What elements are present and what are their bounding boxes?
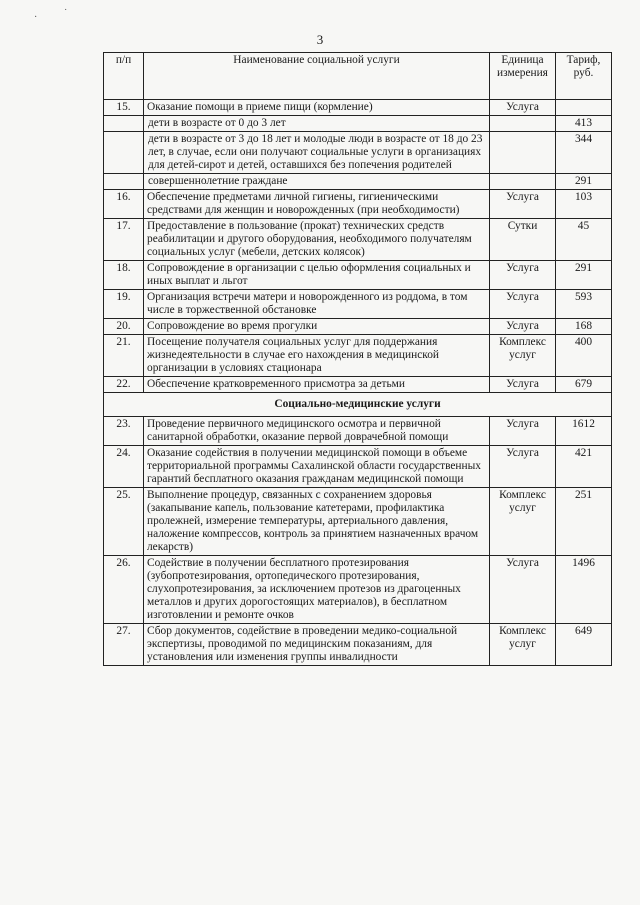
header-tariff: Тариф, руб. (556, 53, 612, 100)
service-name: совершеннолетние граждане (144, 174, 490, 190)
service-name: Обеспечение предметами личной гигиены, гигиеническими средствами для женщин и новорожденных (при необходимости) (144, 190, 490, 219)
table-row (104, 446, 612, 488)
service-name: Оказание помощи в приеме пищи (кормление) (144, 100, 490, 116)
row-number (104, 174, 144, 190)
table-row (104, 624, 612, 666)
unit-of-measure: Комплекс услуг (490, 488, 556, 556)
row-number: 25. (104, 488, 144, 556)
tariff-value: 291 (556, 174, 612, 190)
row-number (104, 116, 144, 132)
tariff-value: 1612 (556, 417, 612, 446)
table-row (104, 335, 612, 377)
row-number: 17. (104, 219, 144, 261)
unit-of-measure (490, 132, 556, 174)
scan-speck: · (34, 12, 38, 23)
table-row (104, 556, 612, 624)
table-header-row (104, 53, 612, 100)
row-number: 16. (104, 190, 144, 219)
row-number: 19. (104, 290, 144, 319)
unit-of-measure: Комплекс услуг (490, 335, 556, 377)
header-unit: Единица измерения (490, 53, 556, 100)
row-number: 20. (104, 319, 144, 335)
table-row (104, 100, 612, 116)
row-number: 23. (104, 417, 144, 446)
service-name: Проведение первичного медицинского осмотра и первичной санитарной обработки, оказание первой доврачебной помощи (144, 417, 490, 446)
page-number: 3 (316, 32, 324, 47)
row-number: 21. (104, 335, 144, 377)
tariff-value: 291 (556, 261, 612, 290)
section-row (104, 393, 612, 417)
service-name: дети в возрасте от 3 до 18 лет и молодые люди в возрасте от 18 до 23 лет, в случае, если они получают социальные услуги в организациях для детей-сирот и детей, оставшихся без попечения родителей (144, 132, 490, 174)
table-row (104, 417, 612, 446)
scan-speck: ˙ (64, 8, 68, 19)
tariff-value: 45 (556, 219, 612, 261)
table-row (104, 290, 612, 319)
service-name: Обеспечение кратковременного присмотра за детьми (144, 377, 490, 393)
unit-of-measure: Услуга (490, 556, 556, 624)
unit-of-measure: Услуга (490, 190, 556, 219)
social-services-tariff-table (103, 52, 612, 666)
service-name: Сбор документов, содействие в проведении медико-социальной экспертизы, проводимой по медицинским показаниям, для установления или изменения группы инвалидности (144, 624, 490, 666)
row-number: 22. (104, 377, 144, 393)
table-row (104, 132, 612, 174)
service-name: Сопровождение во время прогулки (144, 319, 490, 335)
table-row (104, 488, 612, 556)
tariff-value: 1496 (556, 556, 612, 624)
row-number: 18. (104, 261, 144, 290)
tariff-value (556, 100, 612, 116)
row-number: 24. (104, 446, 144, 488)
tariff-value: 251 (556, 488, 612, 556)
table-row (104, 174, 612, 190)
tariff-value: 400 (556, 335, 612, 377)
service-name: Посещение получателя социальных услуг для поддержания жизнедеятельности в случае его нахождения в медицинской организации в условиях стационара (144, 335, 490, 377)
section-title: Социально-медицинские услуги (104, 393, 612, 417)
header-num: п/п (104, 53, 144, 100)
service-name: Предоставление в пользование (прокат) технических средств реабилитации и другого оборудования, необходимого получателям социальных услуг (мебели, детских колясок) (144, 219, 490, 261)
table-row (104, 190, 612, 219)
tariff-value: 593 (556, 290, 612, 319)
unit-of-measure: Сутки (490, 219, 556, 261)
tariff-value: 421 (556, 446, 612, 488)
tariff-value: 103 (556, 190, 612, 219)
table-row (104, 261, 612, 290)
unit-of-measure: Услуга (490, 290, 556, 319)
tariff-value: 413 (556, 116, 612, 132)
service-name: Сопровождение в организации с целью оформления социальных и иных выплат и льгот (144, 261, 490, 290)
table-row (104, 116, 612, 132)
tariff-value: 168 (556, 319, 612, 335)
unit-of-measure: Услуга (490, 446, 556, 488)
header-name: Наименование социальной услуги (144, 53, 490, 100)
unit-of-measure (490, 174, 556, 190)
service-name: Организация встречи матери и новорожденного из роддома, в том числе в торжественной обстановке (144, 290, 490, 319)
row-number (104, 132, 144, 174)
service-name: дети в возрасте от 0 до 3 лет (144, 116, 490, 132)
table-row (104, 319, 612, 335)
service-name: Оказание содействия в получении медицинской помощи в объеме территориальной программы Сахалинской области государственных гарантий бесплатного оказания гражданам медицинской помощи (144, 446, 490, 488)
unit-of-measure: Комплекс услуг (490, 624, 556, 666)
unit-of-measure: Услуга (490, 417, 556, 446)
tariff-value: 649 (556, 624, 612, 666)
table-row (104, 219, 612, 261)
row-number: 27. (104, 624, 144, 666)
unit-of-measure (490, 116, 556, 132)
unit-of-measure: Услуга (490, 319, 556, 335)
unit-of-measure: Услуга (490, 100, 556, 116)
unit-of-measure: Услуга (490, 377, 556, 393)
service-name: Содействие в получении бесплатного протезирования (зубопротезирования, ортопедического протезирования, слухопротезирования, за исключением протезов из драгоценных металлов и других дорогостоящих материалов), в бесплатном изготовлении и ремонте очков (144, 556, 490, 624)
unit-of-measure: Услуга (490, 261, 556, 290)
row-number: 15. (104, 100, 144, 116)
row-number: 26. (104, 556, 144, 624)
tariff-value: 679 (556, 377, 612, 393)
tariff-value: 344 (556, 132, 612, 174)
table-row (104, 377, 612, 393)
service-name: Выполнение процедур, связанных с сохранением здоровья (закапывание капель, пользование катетерами, профилактика пролежней, измерение температуры, артериального давления, наложение компрессов, контроль за принятием назначенных врачом лекарств) (144, 488, 490, 556)
